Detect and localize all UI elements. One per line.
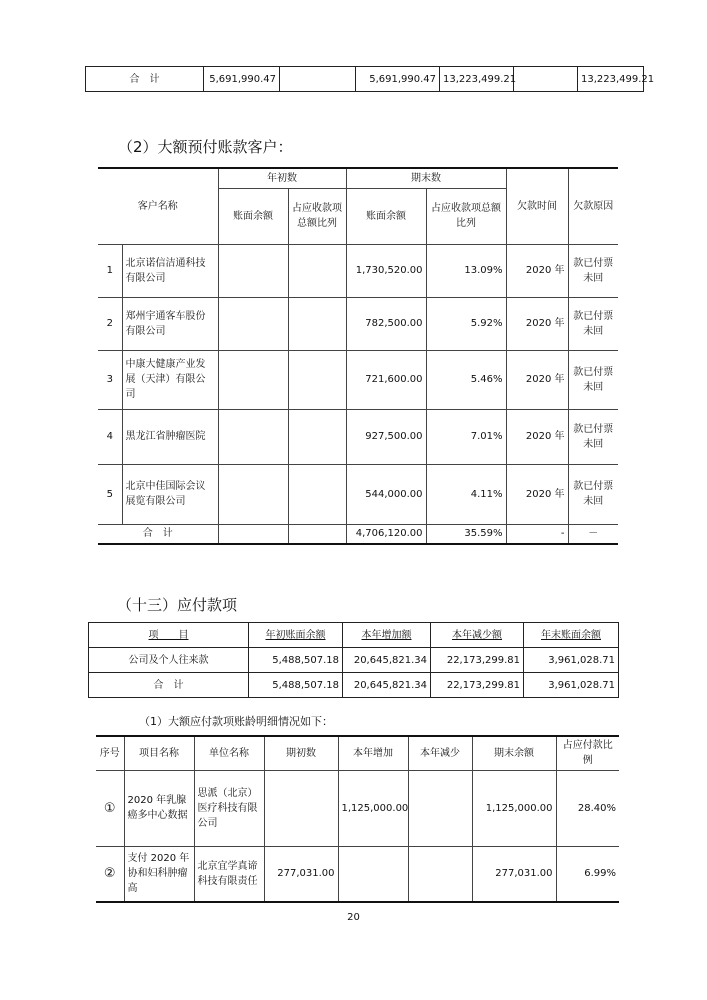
page-number: 20 bbox=[347, 912, 360, 923]
table-cell: 13.09% bbox=[426, 244, 506, 297]
table-cell: 3,961,028.71 bbox=[524, 648, 619, 673]
table-cell: 22,173,299.81 bbox=[431, 673, 524, 698]
row-number: 5 bbox=[98, 464, 122, 524]
table-cell: 22,173,299.81 bbox=[431, 648, 524, 673]
table-cell: 公司及个人往来款 bbox=[89, 648, 249, 673]
table-cell bbox=[514, 67, 578, 92]
table-row bbox=[89, 648, 619, 673]
table-cell: 款已付票未回 bbox=[568, 244, 618, 297]
total-label: 合 计 bbox=[86, 67, 204, 92]
header-book-balance: 账面余额 bbox=[218, 188, 288, 244]
table-cell: 4,706,120.00 bbox=[346, 524, 426, 544]
row-number: 2 bbox=[98, 297, 122, 350]
table-cell: 1,730,520.00 bbox=[346, 244, 426, 297]
table-cell bbox=[288, 350, 346, 409]
row-number: ① bbox=[96, 770, 124, 846]
table-cell bbox=[218, 464, 288, 524]
table-cell bbox=[288, 524, 346, 544]
table-cell: 5,691,990.47 bbox=[204, 67, 280, 92]
table-cell: 20,645,821.34 bbox=[343, 648, 431, 673]
table-cell: 927,500.00 bbox=[346, 409, 426, 464]
top-total-table bbox=[85, 66, 655, 92]
table-cell: 4.11% bbox=[426, 464, 506, 524]
table-cell bbox=[408, 846, 472, 902]
table-cell bbox=[280, 67, 356, 92]
total-label: 合 计 bbox=[89, 673, 249, 698]
table-cell bbox=[218, 409, 288, 464]
table-header-row bbox=[96, 736, 619, 770]
header-ratio: 占应收款项总额比列 bbox=[426, 188, 506, 244]
payables-summary-table bbox=[88, 622, 619, 698]
customer-name: 郑州宇通客车股份有限公司 bbox=[122, 297, 218, 350]
table-cell: 支付 2020 年协和妇科肿瘤高 bbox=[124, 846, 194, 902]
header-customer: 客户名称 bbox=[98, 168, 218, 244]
subsection-title: （1）大额应付款项账龄明细情况如下： bbox=[139, 715, 333, 728]
table-cell: 3,961,028.71 bbox=[524, 673, 619, 698]
table-row bbox=[98, 464, 618, 524]
table-cell: 5.92% bbox=[426, 297, 506, 350]
payables-aging-table bbox=[96, 735, 619, 903]
header-begin: 年初数 bbox=[218, 168, 346, 188]
table-cell: 7.01% bbox=[426, 409, 506, 464]
table-cell: 277,031.00 bbox=[264, 846, 338, 902]
table-cell: 20,645,821.34 bbox=[343, 673, 431, 698]
table-cell bbox=[288, 297, 346, 350]
header-ratio: 占应收款项总额比列 bbox=[288, 188, 346, 244]
table-cell: 13,223,499.21 bbox=[440, 67, 514, 92]
row-number: 4 bbox=[98, 409, 122, 464]
table-cell: 1,125,000.00 bbox=[338, 770, 408, 846]
table-cell: 721,600.00 bbox=[346, 350, 426, 409]
prepayment-customers-table bbox=[98, 167, 618, 545]
table-cell: 28.40% bbox=[556, 770, 619, 846]
table-cell: 2020 年 bbox=[506, 350, 568, 409]
table-cell: 5,488,507.18 bbox=[249, 648, 343, 673]
customer-name: 北京中佳国际会议展览有限公司 bbox=[122, 464, 218, 524]
table-cell: 2020 年乳腺癌多中心数据 bbox=[124, 770, 194, 846]
table-row bbox=[98, 409, 618, 464]
customer-name: 北京诺信洁通科技有限公司 bbox=[122, 244, 218, 297]
table-cell: 思派（北京）医疗科技有限公司 bbox=[194, 770, 264, 846]
table-row bbox=[98, 350, 618, 409]
table-cell: 5.46% bbox=[426, 350, 506, 409]
customer-name: 黑龙江省肿瘤医院 bbox=[122, 409, 218, 464]
table-total-row bbox=[89, 673, 619, 698]
header-book-balance: 账面余额 bbox=[346, 188, 426, 244]
header-begin-balance: 年初账面余额 bbox=[265, 629, 326, 641]
table-header-row bbox=[98, 168, 618, 188]
table-cell: 5,488,507.18 bbox=[249, 673, 343, 698]
table-total-row bbox=[98, 524, 618, 544]
table-cell: 2020 年 bbox=[506, 409, 568, 464]
header-ratio: 占应付款比例 bbox=[556, 736, 619, 770]
table-row bbox=[98, 297, 618, 350]
table-cell: 35.59% bbox=[426, 524, 506, 544]
header-end: 期末数 bbox=[346, 168, 506, 188]
table-cell bbox=[288, 409, 346, 464]
table-cell: 5,691,990.47 bbox=[356, 67, 440, 92]
header-item: 项 目 bbox=[148, 629, 189, 641]
header-unit: 单位名称 bbox=[194, 736, 264, 770]
customer-name: 中康大健康产业发展（天津）有限公司 bbox=[122, 350, 218, 409]
table-cell: 款已付票未回 bbox=[568, 297, 618, 350]
table-cell: 1,125,000.00 bbox=[472, 770, 556, 846]
table-cell: - bbox=[506, 524, 568, 544]
row-number: 3 bbox=[98, 350, 122, 409]
table-cell: － bbox=[568, 524, 618, 544]
table-cell: 北京宜学真谛科技有限责任 bbox=[194, 846, 264, 902]
table-cell: 277,031.00 bbox=[472, 846, 556, 902]
table-cell bbox=[288, 244, 346, 297]
table-cell: 款已付票未回 bbox=[568, 409, 618, 464]
table-cell bbox=[218, 244, 288, 297]
table-cell: 544,000.00 bbox=[346, 464, 426, 524]
header-begin: 期初数 bbox=[264, 736, 338, 770]
table-row bbox=[98, 244, 618, 297]
table-cell bbox=[264, 770, 338, 846]
table-header-row bbox=[89, 623, 619, 648]
table-cell: 782,500.00 bbox=[346, 297, 426, 350]
table-cell: 6.99% bbox=[556, 846, 619, 902]
table-cell: 2020 年 bbox=[506, 464, 568, 524]
table-row bbox=[96, 770, 619, 846]
header-increase: 本年增加 bbox=[338, 736, 408, 770]
header-end-balance: 年末账面余额 bbox=[541, 629, 601, 641]
table-cell bbox=[218, 350, 288, 409]
table-cell bbox=[408, 770, 472, 846]
table-row bbox=[86, 67, 644, 92]
header-decrease: 本年减少额 bbox=[452, 629, 502, 641]
row-number: 1 bbox=[98, 244, 122, 297]
header-overdue-time: 欠款时间 bbox=[506, 168, 568, 244]
table-cell: 2020 年 bbox=[506, 244, 568, 297]
table-cell: 2020 年 bbox=[506, 297, 568, 350]
total-label: 合 计 bbox=[98, 524, 218, 544]
table-cell bbox=[218, 524, 288, 544]
header-overdue-reason: 欠款原因 bbox=[568, 168, 618, 244]
table-cell: 款已付票未回 bbox=[568, 350, 618, 409]
section-title-payables: （十三）应付款项 bbox=[117, 596, 238, 614]
table-row bbox=[96, 846, 619, 902]
header-project: 项目名称 bbox=[124, 736, 194, 770]
table-cell bbox=[338, 846, 408, 902]
table-cell bbox=[218, 297, 288, 350]
table-cell: 款已付票未回 bbox=[568, 464, 618, 524]
table-cell: 13,223,499.21 bbox=[578, 67, 644, 92]
header-decrease: 本年减少 bbox=[408, 736, 472, 770]
header-end: 期末余额 bbox=[472, 736, 556, 770]
row-number: ② bbox=[96, 846, 124, 902]
section-title-prepayments: （2）大额预付账款客户： bbox=[118, 138, 293, 156]
header-seq: 序号 bbox=[96, 736, 124, 770]
header-increase: 本年增加额 bbox=[361, 629, 412, 641]
table-cell bbox=[288, 464, 346, 524]
